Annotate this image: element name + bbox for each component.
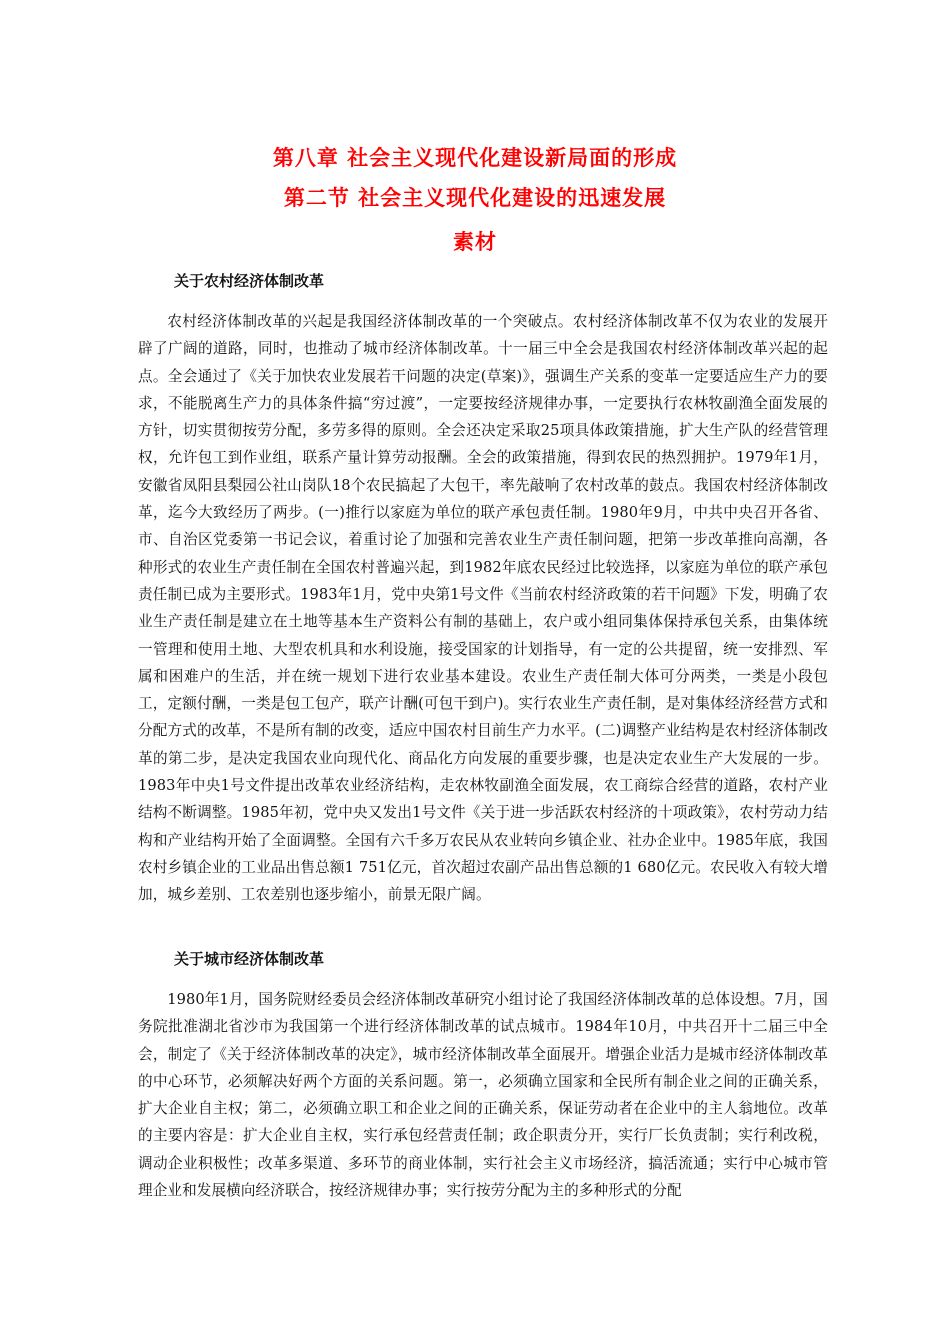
rural-reform-paragraph: 农村经济体制改革的兴起是我国经济体制改革的一个突破点。农村经济体制改革不仅为农业的发展开辟了广阔的道路，同时，也推动了城市经济体制改革。十一届三中全会是我国农村经济体制改革兴起的起点。全会通过了《关于加快农业发展若干问题的决定(草案)》，强调生产关系的变革一定要适应生产力的要求，不能脱离生产力的具体条件搞“穷过渡”，一定要按经济规律办事，一定要执行农林牧副渔全面发展的方针，切实贯彻按劳分配，多劳多得的原则。全会还决定采取25项具体政策措施，扩大生产队的经营管理权，允许包工到作业组，联系产量计算劳动报酬。全会的政策措施，得到农民的热烈拥护。1979年1月，安徽省凤阳县梨园公社山岗队18个农民搞起了大包干，率先敲响了农村改革的鼓点。我国农村经济体制改革，迄今大致经历了两步。(一)推行以家庭为单位的联产承包责任制。1980年9月，中共中央召开各省、市、自治区党委第一书记会议，着重讨论了加强和完善农业生产责任制问题，把第一步改革推向高潮，各种形式的农业生产责任制在全国农村普遍兴起，到1982年底农民经过比较选择，以家庭为单位的联产承包责任制已成为主要形式。1983年1月，党中央第1号文件《当前农村经济政策的若干问题》下发，明确了农业生产责任制是建立在土地等基本生产资料公有制的基础上，农户或小组同集体保持承包关系，由集体统一管理和使用土地、大型农机具和水利设施，接受国家的计划指导，有一定的公共提留，统一安排烈、军属和困难户的生活，并在统一规划下进行农业基本建设。农业生产责任制大体可分两类，一类是小段包工，定额付酬，一类是包工包产，联产计酬(可包干到户)。实行农业生产责任制，是对集体经济经营方式和分配方式的改革，不是所有制的改变，适应中国农村目前生产力水平。(二)调整产业结构是农村经济体制改革的第二步，是决定我国农业向现代化、商品化方向发展的重要步骤，也是决定农业生产大发展的一步。1983年中央1号文件提出改革农业经济结构，走农林牧副渔全面发展，农工商综合经营的道路，农村产业结构不断调整。1985年初，党中央又发出1号文件《关于进一步活跃农村经济的十项政策》，农村劳动力结构和产业结构开始了全面调整。全国有六千多万农民从农业转向乡镇企业、社办企业中。1985年底，我国农村乡镇企业的工业品出售总额1 751亿元，首次超过农副产品出售总额的1 680亿元。农民收入有较大增加，城乡差别、工农差别也逐步缩小，前景无限广阔。: [138, 313, 828, 904]
section-title: 第二节 社会主义现代化建设的迅速发展: [283, 186, 667, 210]
material-title: 素材: [453, 230, 497, 254]
chapter-title: 第八章 社会主义现代化建设新局面的形成: [272, 146, 678, 170]
urban-reform-heading: 关于城市经济体制改革: [174, 950, 325, 968]
rural-reform-heading: 关于农村经济体制改革: [174, 272, 325, 290]
urban-reform-paragraph: 1980年1月，国务院财经委员会经济体制改革研究小组讨论了我国经济体制改革的总体设想。7月，国务院批准湖北省沙市为我国第一个进行经济体制改革的试点城市。1984年10月，中共召开十二届三中全会，制定了《关于经济体制改革的决定》，城市经济体制改革全面展开。增强企业活力是城市经济体制改革的中心环节，必须解决好两个方面的关系问题。第一，必须确立国家和全民所有制企业之间的正确关系，扩大企业自主权；第二，必须确立职工和企业之间的正确关系，保证劳动者在企业中的主人翁地位。改革的主要内容是：扩大企业自主权，实行承包经营责任制；政企职责分开，实行厂长负责制；实行利改税，调动企业积极性；改革多渠道、多环节的商业体制，实行社会主义市场经济，搞活流通；实行中心城市管理企业和发展横向经济联合，按经济规律办事；实行按劳分配为主的多种形式的分配: [138, 991, 828, 1200]
